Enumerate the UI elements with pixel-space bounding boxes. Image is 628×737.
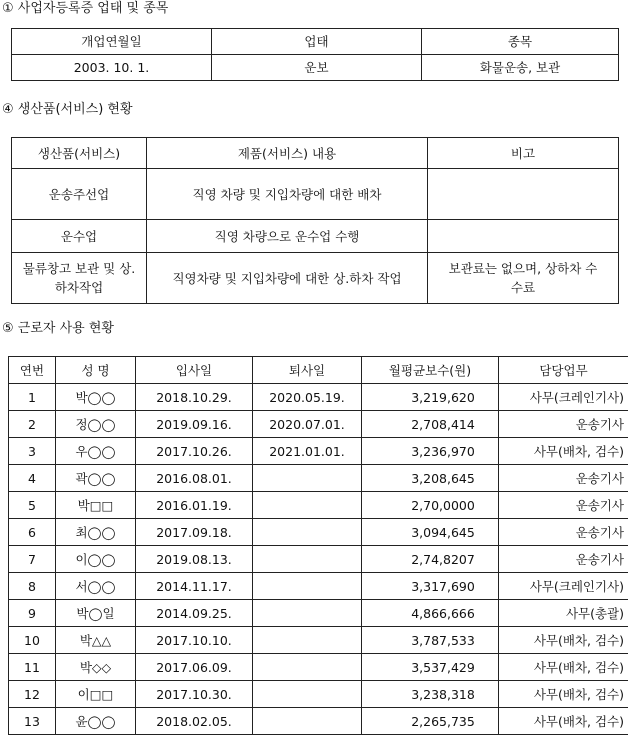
cell-join-date: 2016.08.01. [136,465,253,492]
cell-name: 박□□ [56,492,136,519]
cell-avg-pay: 2,70,0000 [362,492,499,519]
header-cell-avg-pay: 월평균보수(원) [362,357,499,384]
table-row [12,55,619,81]
cell-no: 2 [9,411,56,438]
cell-leave-date [253,465,362,492]
cell-business-type: 운보 [212,55,422,81]
table-row [9,600,628,627]
table-row [9,465,628,492]
header-cell-duty: 담당업무 [499,357,628,384]
table-row [12,220,619,253]
section-1-title: ① 사업자등록증 업태 및 종목 [2,1,169,16]
cell-note [428,169,619,220]
cell-no: 12 [9,681,56,708]
cell-leave-date [253,492,362,519]
cell-name: 박◇◇ [56,654,136,681]
cell-avg-pay: 3,317,690 [362,573,499,600]
cell-join-date: 2019.09.16. [136,411,253,438]
cell-leave-date [253,627,362,654]
header-cell-content: 제품(서비스) 내용 [147,138,428,169]
cell-leave-date: 2021.01.01. [253,438,362,465]
table-row [9,708,628,735]
cell-no: 11 [9,654,56,681]
cell-no: 9 [9,600,56,627]
cell-join-date: 2016.01.19. [136,492,253,519]
cell-name: 정◯◯ [56,411,136,438]
table-row [12,169,619,220]
cell-leave-date [253,600,362,627]
header-cell-note: 비고 [428,138,619,169]
cell-join-date: 2017.10.30. [136,681,253,708]
header-cell-open-date: 개업연월일 [12,29,212,55]
cell-duty: 운송기사 [499,546,628,573]
section-5-title: ⑤ 근로자 사용 현황 [2,321,114,336]
cell-duty: 사무(배차, 검수) [499,681,628,708]
cell-avg-pay: 2,265,735 [362,708,499,735]
cell-join-date: 2014.11.17. [136,573,253,600]
table-row [9,438,628,465]
cell-no: 3 [9,438,56,465]
header-cell-leave-date: 퇴사일 [253,357,362,384]
cell-avg-pay: 3,094,645 [362,519,499,546]
table-row [9,492,628,519]
cell-name: 서◯◯ [56,573,136,600]
cell-avg-pay: 2,74,8207 [362,546,499,573]
header-cell-business-item: 종목 [422,29,619,55]
cell-business-item: 화물운송, 보관 [422,55,619,81]
cell-join-date: 2017.10.26. [136,438,253,465]
cell-no: 1 [9,384,56,411]
header-cell-business-type: 업태 [212,29,422,55]
cell-leave-date [253,573,362,600]
cell-note: 보관료는 없으며, 상하차 수수료 [428,253,619,304]
cell-duty: 사무(총괄) [499,600,628,627]
cell-name: 최◯◯ [56,519,136,546]
table-row [9,519,628,546]
cell-join-date: 2018.10.29. [136,384,253,411]
cell-no: 10 [9,627,56,654]
cell-open-date: 2003. 10. 1. [12,55,212,81]
cell-join-date: 2018.02.05. [136,708,253,735]
cell-join-date: 2019.08.13. [136,546,253,573]
table-row [9,627,628,654]
cell-join-date: 2017.10.10. [136,627,253,654]
cell-avg-pay: 2,708,414 [362,411,499,438]
table-row [9,654,628,681]
cell-name: 이◯◯ [56,546,136,573]
table-row [12,253,619,304]
cell-no: 8 [9,573,56,600]
cell-join-date: 2017.09.18. [136,519,253,546]
employees-table-body [9,384,628,735]
cell-avg-pay: 3,219,620 [362,384,499,411]
table-header-row [9,357,628,384]
table-row [9,411,628,438]
cell-avg-pay: 3,238,318 [362,681,499,708]
cell-duty: 운송기사 [499,519,628,546]
cell-leave-date [253,654,362,681]
table-row [9,546,628,573]
cell-avg-pay: 3,208,645 [362,465,499,492]
cell-content: 직영차량 및 지입차량에 대한 상.하차 작업 [147,253,428,304]
cell-leave-date: 2020.07.01. [253,411,362,438]
cell-leave-date [253,519,362,546]
cell-leave-date [253,708,362,735]
cell-product: 운송주선업 [12,169,147,220]
cell-product: 물류창고 보관 및 상.하차작업 [12,253,147,304]
cell-avg-pay: 3,537,429 [362,654,499,681]
cell-duty: 사무(크레인기사) [499,573,628,600]
table-row [9,573,628,600]
header-cell-join-date: 입사일 [136,357,253,384]
cell-duty: 운송기사 [499,465,628,492]
cell-leave-date: 2020.05.19. [253,384,362,411]
cell-name: 박◯◯ [56,384,136,411]
cell-duty: 운송기사 [499,492,628,519]
cell-duty: 운송기사 [499,411,628,438]
header-cell-no: 연번 [9,357,56,384]
cell-join-date: 2017.06.09. [136,654,253,681]
header-cell-product: 생산품(서비스) [12,138,147,169]
table-header-row [12,29,619,55]
table-row [9,384,628,411]
table-row [9,681,628,708]
cell-avg-pay: 4,866,666 [362,600,499,627]
section-4-title: ④ 생산품(서비스) 현황 [2,102,133,117]
cell-no: 13 [9,708,56,735]
business-registration-table [11,28,619,81]
cell-name: 이□□ [56,681,136,708]
products-services-table [11,137,619,304]
cell-product: 운수업 [12,220,147,253]
employees-table [8,356,628,735]
cell-duty: 사무(배차, 검수) [499,654,628,681]
cell-no: 7 [9,546,56,573]
cell-avg-pay: 3,236,970 [362,438,499,465]
cell-note [428,220,619,253]
cell-content: 직영 차량으로 운수업 수행 [147,220,428,253]
cell-avg-pay: 3,787,533 [362,627,499,654]
table-header-row [12,138,619,169]
cell-leave-date [253,681,362,708]
cell-name: 박△△ [56,627,136,654]
cell-duty: 사무(배차, 검수) [499,627,628,654]
cell-name: 곽◯◯ [56,465,136,492]
cell-duty: 사무(배차, 검수) [499,438,628,465]
cell-no: 5 [9,492,56,519]
cell-join-date: 2014.09.25. [136,600,253,627]
cell-name: 박◯일 [56,600,136,627]
cell-name: 우◯◯ [56,438,136,465]
cell-duty: 사무(배차, 검수) [499,708,628,735]
cell-name: 윤◯◯ [56,708,136,735]
cell-content: 직영 차량 및 지입차량에 대한 배차 [147,169,428,220]
cell-no: 4 [9,465,56,492]
cell-no: 6 [9,519,56,546]
cell-leave-date [253,546,362,573]
header-cell-name: 성 명 [56,357,136,384]
cell-duty: 사무(크레인기사) [499,384,628,411]
